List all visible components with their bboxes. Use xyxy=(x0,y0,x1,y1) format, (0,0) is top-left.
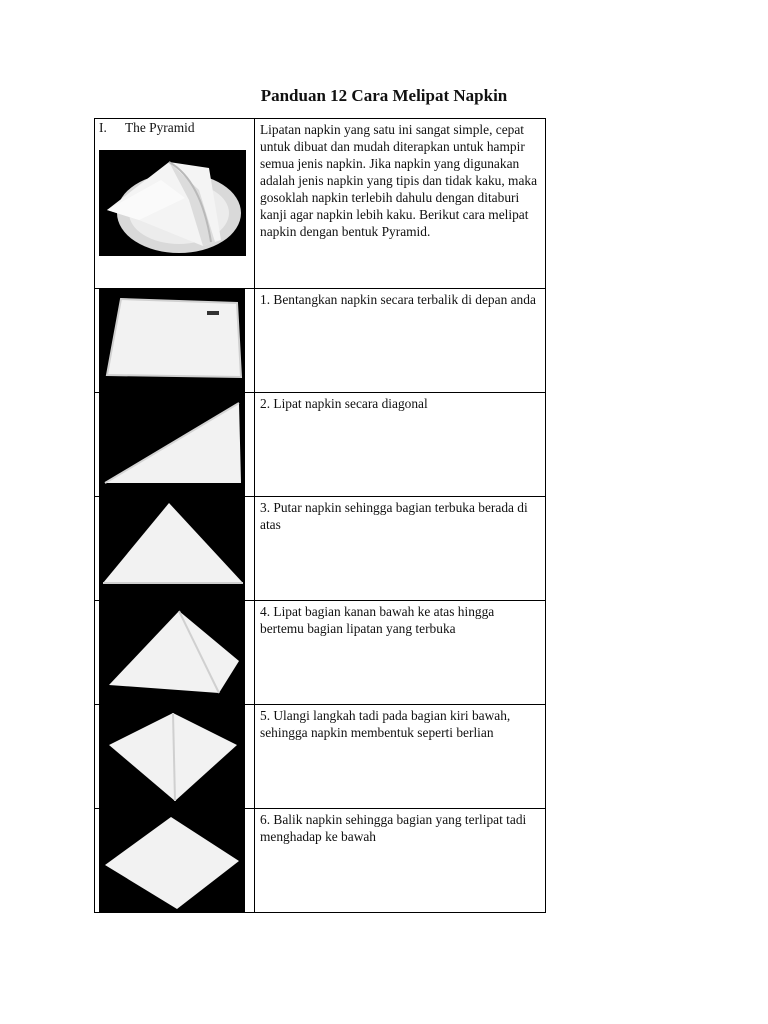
step-row xyxy=(95,705,546,809)
step-image-cell xyxy=(95,809,255,913)
triangle-up-photo xyxy=(99,497,245,600)
right-fold-photo xyxy=(99,601,245,704)
section-number: I. xyxy=(99,120,107,135)
step-text: 6. Balik napkin sehingga bagian yang terlipat tadi menghadap ke bawah xyxy=(255,809,546,913)
step-image-cell xyxy=(95,705,255,809)
flat-napkin-photo xyxy=(99,289,245,392)
intro-text-cell: Lipatan napkin yang satu ini sangat simple, cepat untuk dibuat dan mudah diterapkan untuk hampir semua jenis napkin. Jika napkin yang digunakan adalah jenis napkin yang tipis dan tidak kaku, maka gosoklah napkin terlebih dahulu dengan ditaburi kanji agar napkin lebih kaku. Berikut cara melipat napkin dengan bentuk Pyramid. xyxy=(255,119,546,289)
flipped-diamond-photo xyxy=(99,809,245,912)
section-name: The Pyramid xyxy=(125,120,195,135)
step-image-cell xyxy=(95,497,255,601)
step-text: 1. Bentangkan napkin secara terbalik di depan anda xyxy=(255,289,546,393)
page-title: Panduan 12 Cara Melipat Napkin xyxy=(260,86,508,105)
step-text: 4. Lipat bagian kanan bawah ke atas hingga bertemu bagian lipatan yang terbuka xyxy=(255,601,546,705)
step-row xyxy=(95,809,546,913)
diagonal-fold-photo xyxy=(99,393,245,496)
step-text: 5. Ulangi langkah tadi pada bagian kiri bawah, sehingga napkin membentuk seperti berlian xyxy=(255,705,546,809)
step-row xyxy=(95,393,546,497)
section-heading xyxy=(95,119,254,150)
step-text: 2. Lipat napkin secara diagonal xyxy=(255,393,546,497)
step-row xyxy=(95,289,546,393)
step-row xyxy=(95,601,546,705)
step-text: 3. Putar napkin sehingga bagian terbuka berada di atas xyxy=(255,497,546,601)
step-image-cell xyxy=(95,601,255,705)
intro-row xyxy=(95,119,546,289)
step-image-cell xyxy=(95,393,255,497)
diamond-fold-photo xyxy=(99,705,245,808)
step-image-cell xyxy=(95,289,255,393)
pyramid-napkin-photo xyxy=(99,150,246,256)
step-row xyxy=(95,497,546,601)
intro-image-cell xyxy=(95,119,255,289)
instruction-table xyxy=(94,118,546,913)
